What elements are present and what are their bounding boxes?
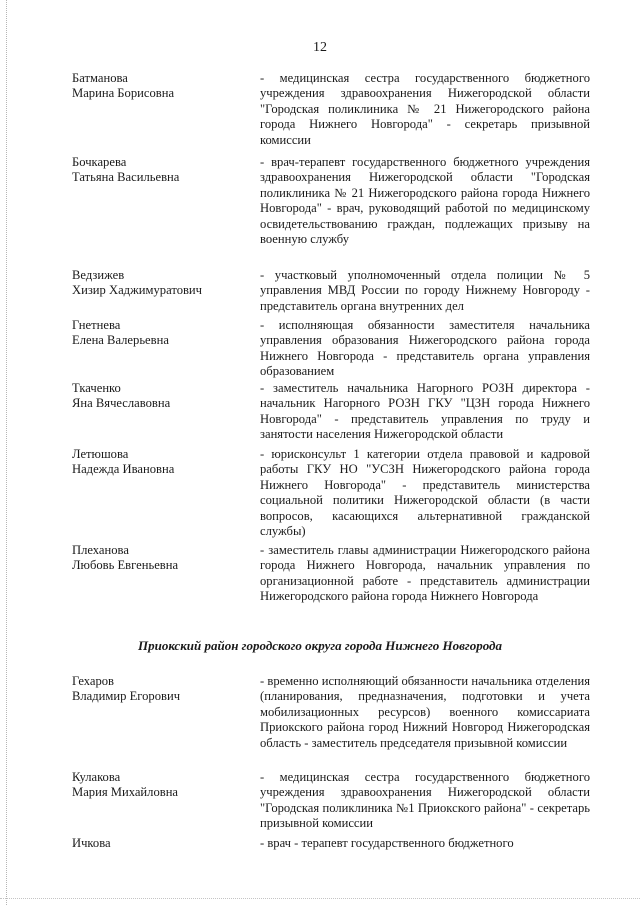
member-surname: Гнетнева bbox=[72, 318, 121, 332]
member-role: - юрисконсульт 1 категории отдела правовой и кадровой работы ГКУ НО "УСЗН Нижегородского района города Нижнего Новгорода" - представитель министерства социальной политики Нижегородской области (в части вопросов, касающихся альтернативной гражданской службы) bbox=[260, 447, 590, 539]
member-given-names: Татьяна Васильевна bbox=[72, 170, 180, 185]
member-given-names: Марина Борисовна bbox=[72, 86, 175, 101]
member-surname: Ткаченко bbox=[72, 381, 121, 395]
member-name bbox=[72, 155, 252, 186]
member-role: - заместитель главы администрации Нижегородского района города Нижнего Новгорода, начальник управления по организационной работе - представитель администрации Нижегородского района города Нижнего Новгорода bbox=[260, 543, 590, 604]
member-name bbox=[72, 836, 252, 851]
page-bottom-edge bbox=[0, 898, 640, 899]
member-role: - врач-терапевт государственного бюджетного учреждения здравоохранения Нижегородской области "Городская поликлиника № 21 Нижегородского района города Нижнего Новгорода" - врач, руководящий работой по медицинскому освидетельствованию граждан, подлежащих призыву на военную службу bbox=[260, 155, 590, 247]
member-name bbox=[72, 268, 252, 299]
member-given-names: Надежда Ивановна bbox=[72, 462, 175, 477]
member-role: - медицинская сестра государственного бюджетного учреждения здравоохранения Нижегородской области "Городская поликлиника № 21 Нижегородского района города Нижнего Новгорода" - секретарь призывной комиссии bbox=[260, 71, 590, 147]
member-given-names: Елена Валерьевна bbox=[72, 333, 169, 348]
member-given-names: Хизир Хаджимуратович bbox=[72, 283, 203, 298]
member-role: - участковый уполномоченный отдела полиции № 5 управления МВД России по городу Нижнему Новгороду - представитель органа внутренних дел bbox=[260, 268, 590, 313]
member-surname: Гехаров bbox=[72, 674, 115, 688]
member-role: - врач - терапевт государственного бюджетного bbox=[260, 836, 514, 850]
member-surname: Летюшова bbox=[72, 447, 129, 461]
member-role: - исполняющая обязанности заместителя начальника управления образования Нижегородского района города Нижнего Новгорода - представитель органа управления образованием bbox=[260, 318, 590, 379]
member-surname: Батманова bbox=[72, 71, 128, 85]
member-surname: Кулакова bbox=[72, 770, 121, 784]
member-role: - медицинская сестра государственного бюджетного учреждения здравоохранения Нижегородской области "Городская поликлиника №1 Приокского района" - секретарь призывной комиссии bbox=[260, 770, 590, 831]
member-given-names: Владимир Егорович bbox=[72, 689, 181, 704]
member-role: - временно исполняющий обязанности начальника отделения (планирования, предназначения, подготовки и учета мобилизационных ресурсов) военного комиссариата Приокского района город Нижний Новгород Нижегородская область - заместитель председателя призывной комиссии bbox=[260, 674, 590, 750]
member-name bbox=[72, 381, 252, 412]
member-role: - заместитель начальника Нагорного РОЗН директора - начальник Нагорного РОЗН ГКУ "ЦЗН города Нижнего Новгорода" - представитель управления по труду и занятости населения Нижегородской области bbox=[260, 381, 590, 442]
member-given-names: Мария Михайловна bbox=[72, 785, 179, 800]
member-name bbox=[72, 447, 252, 478]
member-given-names: Любовь Евгеньевна bbox=[72, 558, 179, 573]
member-surname: Бочкарева bbox=[72, 155, 127, 169]
member-surname: Ичкова bbox=[72, 836, 111, 850]
member-surname: Плеханова bbox=[72, 543, 129, 557]
member-name bbox=[72, 674, 252, 705]
member-name bbox=[72, 318, 252, 349]
page-left-edge bbox=[6, 0, 7, 905]
member-surname: Ведзижев bbox=[72, 268, 125, 282]
section-heading: Приокский район городского округа города Нижнего Новгорода bbox=[137, 638, 502, 653]
member-given-names: Яна Вячеславовна bbox=[72, 396, 171, 411]
member-name bbox=[72, 71, 252, 102]
member-name bbox=[72, 543, 252, 574]
member-name bbox=[72, 770, 252, 801]
page-number: 12 bbox=[313, 40, 327, 55]
